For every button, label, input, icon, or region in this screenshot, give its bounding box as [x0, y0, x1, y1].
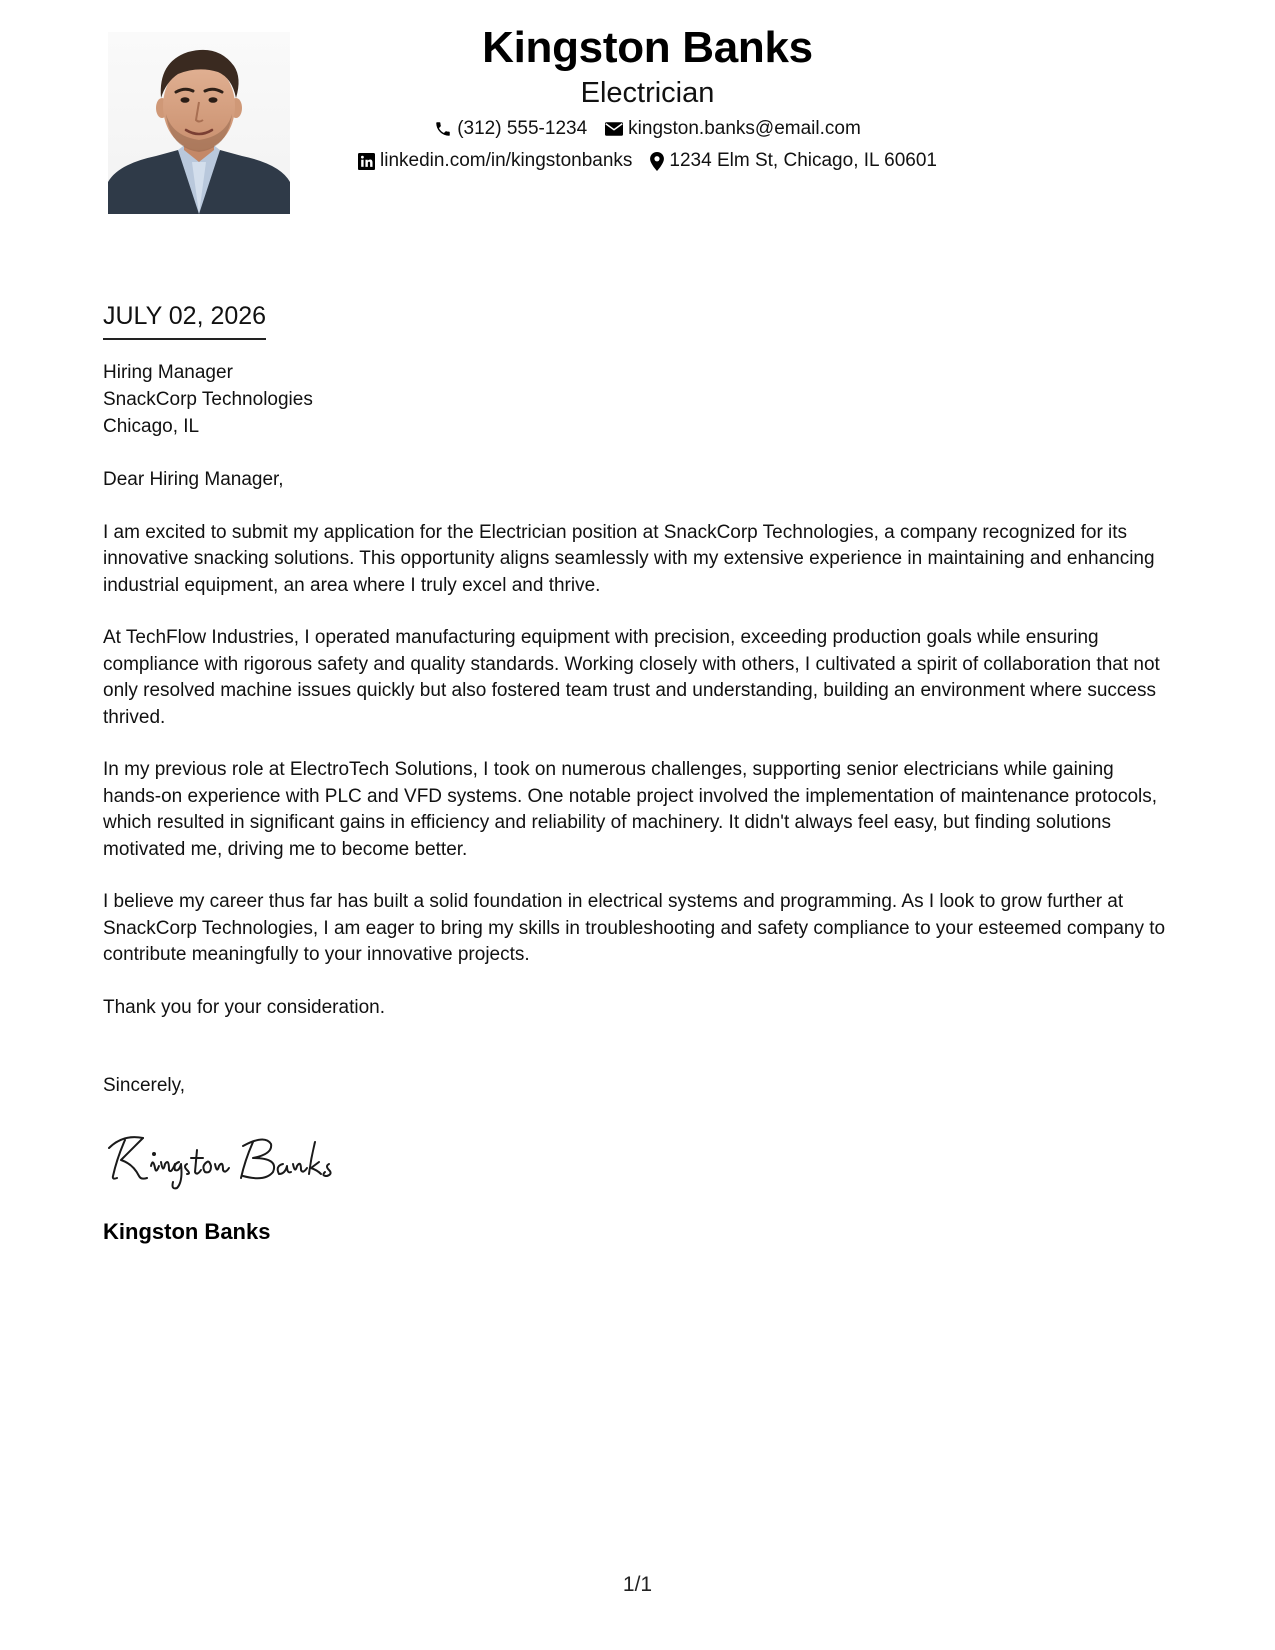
linkedin-icon: [358, 153, 375, 170]
map-pin-icon: [650, 152, 664, 171]
signed-name: Kingston Banks: [103, 1219, 271, 1244]
applicant-name: Kingston Banks: [482, 23, 813, 72]
contact-phone[interactable]: [434, 116, 587, 142]
valediction: Sincerely,: [103, 1075, 186, 1096]
page-number: 1/1: [622, 1573, 653, 1596]
salutation: Dear Hiring Manager,: [103, 469, 284, 490]
letter-body: [103, 467, 1173, 1048]
contact-row-primary: [310, 116, 985, 142]
recipient-block: [103, 359, 313, 440]
contact-email[interactable]: [605, 116, 861, 142]
profile-photo: [108, 32, 290, 214]
letter-header: [310, 20, 985, 174]
phone-text: (312) 555-1234: [457, 118, 588, 139]
body-paragraph: I believe my career thus far has built a solid foundation in electrical systems and programming. As I look to grow further at SnackCorp Technologies, I am eager to bring my skills in troubleshooting and safety compliance to your esteemed company to contribute meaningfully to your innovative projects.: [103, 891, 1166, 966]
contact-row-secondary: [310, 148, 985, 174]
contact-linkedin[interactable]: [358, 148, 632, 174]
applicant-job-title: Electrician: [580, 77, 715, 109]
linkedin-text: linkedin.com/in/kingstonbanks: [380, 150, 633, 171]
body-paragraph: I am excited to submit my application for the Electrician position at SnackCorp Technologies, a company recognized for its innovative snacking solutions. This opportunity aligns seamlessly with my extensive experience in maintaining and enhancing industrial equipment, an area where I truly excel and thrive.: [103, 521, 1155, 596]
email-text: kingston.banks@email.com: [628, 118, 861, 139]
recipient-title: Hiring Manager: [103, 362, 233, 383]
body-paragraph: At TechFlow Industries, I operated manufacturing equipment with precision, exceeding production goals while ensuring compliance with rigorous safety and quality standards. Working closely with others, I cultivated a spirit of collaboration that not only resolved machine issues quickly but also fostered team trust and understanding, building an environment where success thrived.: [103, 627, 1160, 728]
handwritten-signature: [103, 1128, 363, 1190]
envelope-icon: [605, 122, 623, 136]
letter-date: JULY 02, 2026: [103, 300, 266, 340]
recipient-location: Chicago, IL: [103, 416, 200, 437]
contact-address: [650, 148, 937, 174]
body-paragraph: In my previous role at ElectroTech Solutions, I took on numerous challenges, supporting senior electricians while gaining hands-on experience with PLC and VFD systems. One notable project involved the implementation of maintenance protocols, which resulted in significant gains in efficiency and reliability of machinery. It didn't always feel easy, but finding solutions motivated me, driving me to become better.: [103, 759, 1158, 860]
phone-icon: [434, 120, 452, 138]
recipient-company: SnackCorp Technologies: [103, 389, 313, 410]
address-text: 1234 Elm St, Chicago, IL 60601: [669, 150, 937, 171]
body-paragraph: Thank you for your consideration.: [103, 997, 385, 1019]
